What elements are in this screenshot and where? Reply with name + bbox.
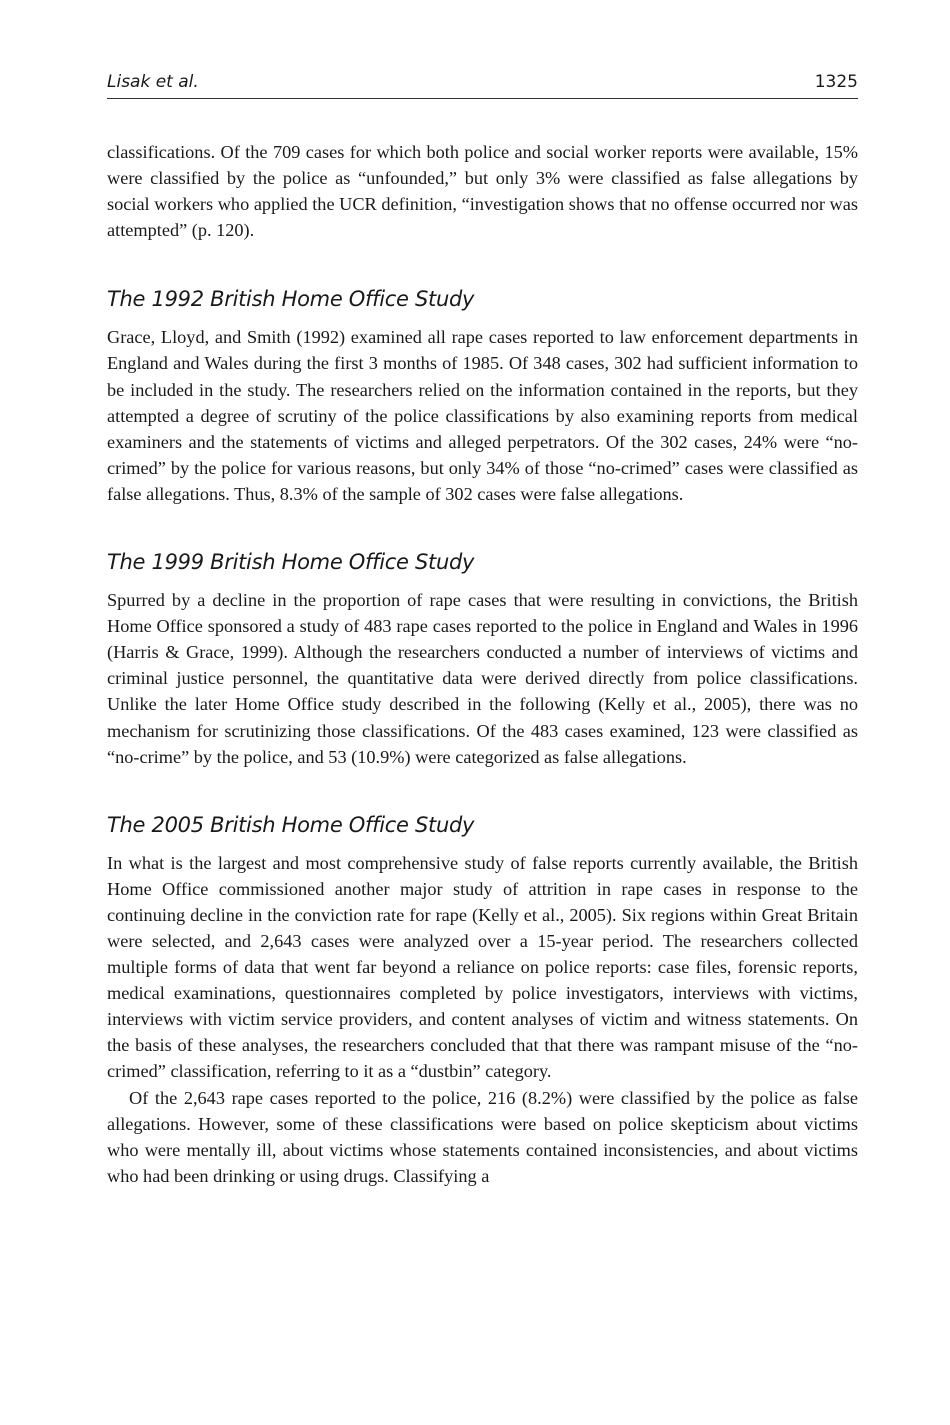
section-heading-1999: The 1999 British Home Office Study bbox=[107, 550, 475, 575]
section-heading-2005: The 2005 British Home Office Study bbox=[107, 812, 475, 837]
section-heading-1992: The 1992 British Home Office Study bbox=[107, 287, 475, 312]
section-2005-paragraph-2: Of the 2,643 rape cases reported to the police, 216 (8.2%) were classified by the police as false allegations. However, some of these classifications were based on police skepticism about victims who were mentally ill, about victims whose statements contained inconsistencies, and about victims who had been drinking or using drugs. Classifying a bbox=[107, 1087, 858, 1186]
section-1999-paragraph: Spurred by a decline in the proportion of rape cases that were resulting in convictions, the British Home Office sponsored a study of 483 rape cases reported to the police in England and Wales in 1996 (Harris & Grace, 1999). Although the researchers conducted a number of interviews of victims and criminal justice personnel, the quantitative data were derived directly from police classifications. Unlike the later Home Office study described in the following (Kelly et al., 2005), there was no mechanism for scrutinizing those classifications. Of the 483 cases examined, 123 were classified as “no-crime” by the police, and 53 (10.9%) were categorized as false allegations. bbox=[107, 590, 858, 767]
running-header bbox=[107, 70, 858, 99]
running-head-authors: Lisak et al. bbox=[107, 72, 199, 92]
page-number: 1325 bbox=[814, 72, 858, 92]
section-2005-paragraph-1: In what is the largest and most comprehensive study of false reports currently available, the British Home Office commissioned another major study of attrition in rape cases in response to the continuing decline in the conviction rate for rape (Kelly et al., 2005). Six regions within Great Britain were selected, and 2,643 cases were analyzed over a 15-year period. The researchers collected multiple forms of data that went far beyond a reliance on police reports: case files, forensic reports, medical examinations, questionnaires completed by police investigators, interviews with victims, interviews with victim service providers, and content analyses of victim and witness statements. On the basis of these analyses, the researchers concluded that that there was rampant misuse of the “no-crimed” classification, referring to it as a “dustbin” category. bbox=[107, 852, 858, 1082]
section-1992-paragraph: Grace, Lloyd, and Smith (1992) examined all rape cases reported to law enforcement departments in England and Wales during the first 3 months of 1985. Of 348 cases, 302 had sufficient information to be included in the study. The researchers relied on the information contained in the reports, but they attempted a degree of scrutiny of the police classifications by also examining reports from medical examiners and the statements of victims and alleged perpetrators. Of the 302 cases, 24% were “no-crimed” by the police for various reasons, but only 34% of those “no-crimed” cases were classified as false allegations. Thus, 8.3% of the sample of 302 cases were false allegations. bbox=[107, 327, 858, 504]
intro-paragraph: classifications. Of the 709 cases for which both police and social worker reports were available, 15% were classified by the police as “unfounded,” but only 3% were classified as false allegations by social workers who applied the UCR definition, “investigation shows that no offense occurred nor was attempted” (p. 120). bbox=[107, 142, 858, 241]
article-body bbox=[107, 139, 858, 1189]
